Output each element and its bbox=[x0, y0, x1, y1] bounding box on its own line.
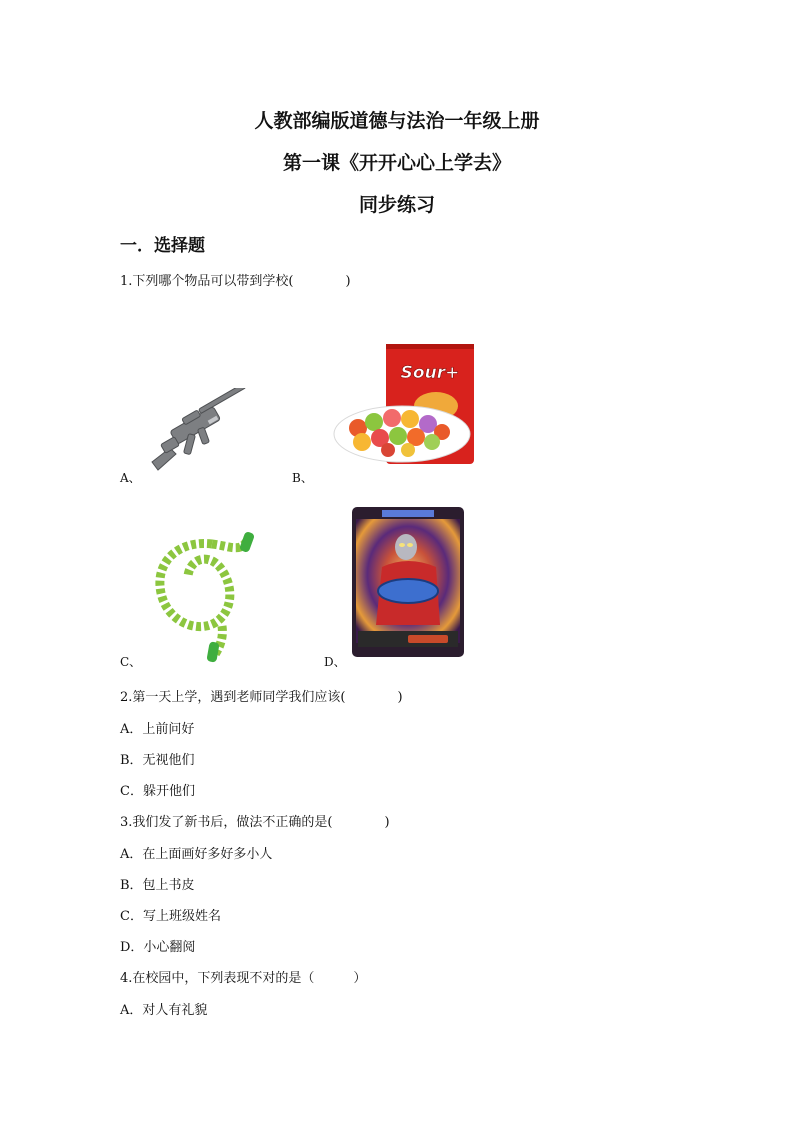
gummy-candy-image bbox=[332, 342, 476, 466]
document-title: 人教部编版道德与法治一年级上册 bbox=[254, 110, 540, 132]
question-2-option-b: B．无视他们 bbox=[120, 753, 195, 768]
exercise-title: 同步练习 bbox=[358, 194, 435, 216]
question-1-stem: 1.下列哪个物品可以带到学校( ) bbox=[120, 274, 351, 289]
jump-rope-image bbox=[150, 530, 260, 664]
question-3-option-b: B．包上书皮 bbox=[120, 878, 195, 893]
question-1-option-b-label: B、 bbox=[292, 471, 313, 485]
question-2-stem: 2.第一天上学，遇到老师同学我们应该( ) bbox=[120, 690, 403, 705]
question-4-option-a: A．对人有礼貌 bbox=[120, 1003, 208, 1018]
question-3-stem: 3.我们发了新书后，做法不正确的是( ) bbox=[120, 815, 390, 830]
candy-brand-text: Sour+ bbox=[400, 363, 460, 383]
question-1-option-a-label: A、 bbox=[120, 471, 141, 485]
toy-rifle-image bbox=[148, 388, 252, 474]
section-heading: 一．选择题 bbox=[120, 236, 205, 256]
question-1-option-c-label: C、 bbox=[120, 655, 142, 669]
question-4-stem: 4.在校园中，下列表现不对的是（ ） bbox=[120, 971, 367, 986]
question-1-option-d-label: D、 bbox=[324, 655, 346, 669]
trading-card-image bbox=[352, 507, 464, 657]
question-2-option-c: C．躲开他们 bbox=[120, 784, 195, 799]
lesson-title: 第一课《开开心心上学去》 bbox=[282, 152, 511, 174]
question-3-option-d: D．小心翻阅 bbox=[120, 940, 196, 955]
question-3-option-c: C．写上班级姓名 bbox=[120, 909, 221, 924]
question-3-option-a: A．在上面画好多好多小人 bbox=[120, 847, 273, 862]
question-2-option-a: A．上前问好 bbox=[120, 722, 195, 737]
